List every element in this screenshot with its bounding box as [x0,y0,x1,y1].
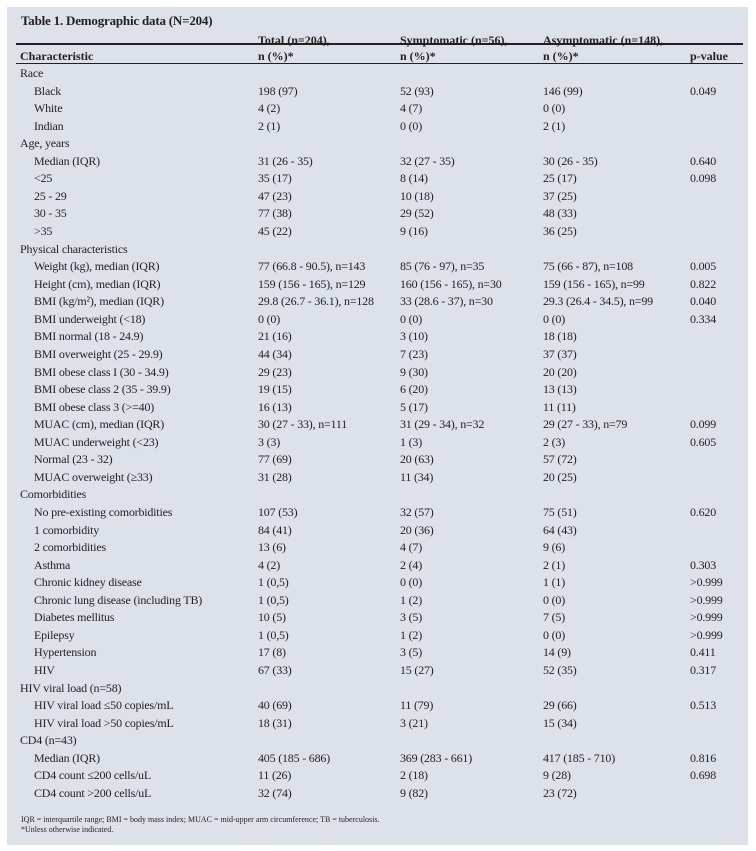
cell-asymptomatic: 48 (33) [543,206,577,221]
cell-symptomatic: 11 (34) [400,469,434,484]
cell-asymptomatic: 52 (35) [543,663,577,678]
cell-pvalue: 0.816 [690,750,717,765]
table-row [7,697,748,714]
header-pvalue: p-value [690,49,729,63]
cell-symptomatic: 85 (76 - 97), n=35 [400,259,485,274]
cell-symptomatic: 7 (23) [400,346,428,361]
table-panel [7,7,748,845]
table-row [7,504,748,521]
table-row [7,557,748,574]
header-asymptomatic-line2: n (%)* [543,49,579,63]
cell-asymptomatic: 11 (11) [543,399,576,414]
cell-pvalue: >0.999 [690,575,723,590]
table-row [7,83,748,100]
row-label: BMI overweight (25 - 29.9) [34,346,163,361]
cell-asymptomatic: 36 (25) [543,224,577,239]
cell-asymptomatic: 7 (5) [543,610,565,625]
cell-total: 11 (26) [258,768,292,783]
cell-symptomatic: 10 (18) [400,188,434,203]
row-label: <25 [34,171,53,186]
header-symptomatic [400,32,508,64]
table-row [7,153,748,170]
cell-total: 67 (33) [258,663,292,678]
cell-symptomatic: 1 (2) [400,627,422,642]
row-label: BMI normal (18 - 24.9) [34,329,144,344]
cell-symptomatic: 2 (4) [400,557,422,572]
cell-total: 4 (2) [258,101,280,116]
cell-asymptomatic: 15 (34) [543,715,577,730]
cell-symptomatic: 160 (156 - 165), n=30 [400,276,502,291]
row-label: MUAC (cm), median (IQR) [34,417,165,432]
cell-asymptomatic: 57 (72) [543,452,577,467]
table-row [7,574,748,591]
row-label: HIV [34,663,55,678]
cell-total: 4 (2) [258,557,280,572]
row-label: 30 - 35 [34,206,67,221]
row-label: Weight (kg), median (IQR) [34,259,160,274]
cell-asymptomatic: 37 (25) [543,188,577,203]
cell-asymptomatic: 2 (1) [543,118,565,133]
cell-total: 44 (34) [258,346,292,361]
table-row [7,416,748,433]
section-row [7,241,748,258]
table-row [7,592,748,609]
row-label: CD4 count ≤200 cells/uL [34,768,151,783]
header-total-line2: n (%)* [258,49,294,63]
cell-total: 198 (97) [258,83,298,98]
cell-asymptomatic: 9 (28) [543,768,571,783]
row-label: HIV viral load ≤50 copies/mL [34,698,174,713]
row-label: BMI (kg/m²), median (IQR) [34,294,164,309]
cell-pvalue: 0.098 [690,171,717,186]
cell-symptomatic: 0 (0) [400,575,422,590]
cell-total: 16 (13) [258,399,292,414]
cell-symptomatic: 9 (16) [400,224,428,239]
table-row [7,170,748,187]
table-row [7,522,748,539]
table-row [7,785,748,802]
cell-asymptomatic: 30 (26 - 35) [543,153,598,168]
cell-symptomatic: 4 (7) [400,101,422,116]
table-row [7,469,748,486]
row-label: BMI obese class I (30 - 34.9) [34,364,169,379]
cell-total: 19 (15) [258,382,292,397]
cell-symptomatic: 31 (29 - 34), n=32 [400,417,485,432]
cell-total: 77 (66.8 - 90.5), n=143 [258,259,366,274]
row-label: Chronic lung disease (including TB) [34,592,203,607]
cell-total: 10 (5) [258,610,286,625]
section-row [7,732,748,749]
row-label: MUAC overweight (≥33) [34,469,153,484]
row-label: Diabetes mellitus [34,610,115,625]
cell-asymptomatic: 417 (185 - 710) [543,750,615,765]
row-label: 25 - 29 [34,188,67,203]
cell-asymptomatic: 75 (51) [543,505,577,519]
cell-total: 40 (69) [258,698,292,713]
cell-asymptomatic: 159 (156 - 165), n=99 [543,276,645,291]
table-row [7,205,748,222]
cell-pvalue: 0.317 [690,663,717,678]
cell-symptomatic: 52 (93) [400,83,434,98]
cell-asymptomatic: 0 (0) [543,101,565,116]
cell-total: 84 (41) [258,522,292,537]
cell-pvalue: 0.005 [690,259,717,274]
cell-pvalue: 0.303 [690,557,717,572]
row-label: No pre-existing comorbidities [34,505,173,519]
header-rule [16,63,743,64]
row-label: Median (IQR) [34,153,100,168]
header-total [258,32,330,64]
row-label: Median (IQR) [34,750,100,765]
row-label: 2 comorbidities [34,540,106,555]
cell-symptomatic: 5 (17) [400,399,428,414]
cell-pvalue: >0.999 [690,610,723,625]
table-row [7,118,748,135]
table-row [7,715,748,732]
row-label: >35 [34,224,53,239]
cell-symptomatic: 29 (52) [400,206,434,221]
cell-asymptomatic: 23 (72) [543,785,577,800]
row-label: Comorbidities [20,487,87,502]
cell-symptomatic: 1 (3) [400,434,422,449]
cell-asymptomatic: 146 (99) [543,83,583,98]
header-asymptomatic-line1: Asymptomatic (n=148), [543,33,664,47]
cell-total: 77 (69) [258,452,292,467]
cell-total: 1 (0,5) [258,627,289,642]
table-row [7,381,748,398]
table-row [7,767,748,784]
row-label: Chronic kidney disease [34,575,142,590]
row-label: Black [34,83,61,98]
table-row [7,258,748,275]
cell-pvalue: 0.513 [690,698,717,713]
cell-symptomatic: 3 (10) [400,329,428,344]
cell-asymptomatic: 20 (25) [543,469,577,484]
table-row [7,311,748,328]
table-row [7,364,748,381]
cell-pvalue: >0.999 [690,627,723,642]
cell-pvalue: 0.605 [690,434,717,449]
row-label: 1 comorbidity [34,522,100,537]
cell-symptomatic: 8 (14) [400,171,428,186]
cell-asymptomatic: 0 (0) [543,311,565,326]
cell-total: 159 (156 - 165), n=129 [258,276,366,291]
cell-total: 18 (31) [258,715,292,730]
cell-total: 35 (17) [258,171,292,186]
table-row [7,100,748,117]
cell-symptomatic: 3 (21) [400,715,428,730]
cell-total: 45 (22) [258,224,292,239]
row-label: BMI obese class 3 (>=40) [34,399,155,414]
cell-total: 31 (28) [258,469,292,484]
table-title: Table 1. Demographic data (N=204) [21,13,213,28]
footnote-asterisk: *Unless otherwise indicated. [21,825,114,834]
table-row [7,451,748,468]
cell-pvalue: 0.640 [690,153,717,168]
row-label: BMI obese class 2 (35 - 39.9) [34,382,171,397]
cell-pvalue: 0.099 [690,417,717,432]
cell-pvalue: 0.698 [690,768,717,783]
cell-symptomatic: 0 (0) [400,311,422,326]
row-label: Normal (23 - 32) [34,452,113,467]
cell-pvalue: 0.049 [690,83,717,98]
cell-asymptomatic: 29 (66) [543,698,577,713]
cell-total: 2 (1) [258,118,280,133]
cell-total: 21 (16) [258,329,292,344]
row-label: CD4 (n=43) [20,733,77,748]
table-row [7,328,748,345]
table-row [7,293,748,310]
row-label: Epilepsy [34,627,75,642]
row-label: HIV viral load >50 copies/mL [34,715,174,730]
cell-total: 13 (6) [258,540,286,555]
table-row [7,434,748,451]
cell-total: 77 (38) [258,206,292,221]
table-row [7,750,748,767]
cell-asymptomatic: 29.3 (26.4 - 34.5), n=99 [543,294,653,309]
cell-asymptomatic: 14 (9) [543,645,571,660]
section-row [7,486,748,503]
cell-asymptomatic: 25 (17) [543,171,577,186]
cell-symptomatic: 20 (36) [400,522,434,537]
header-characteristic: Characteristic [20,49,94,63]
cell-total: 31 (26 - 35) [258,153,313,168]
cell-pvalue: 0.040 [690,294,717,309]
table-row [7,609,748,626]
cell-symptomatic: 2 (18) [400,768,428,783]
cell-total: 3 (3) [258,434,280,449]
cell-symptomatic: 20 (63) [400,452,434,467]
section-row [7,65,748,82]
cell-total: 1 (0,5) [258,575,289,590]
cell-asymptomatic: 0 (0) [543,592,565,607]
cell-symptomatic: 3 (5) [400,645,422,660]
row-label: Height (cm), median (IQR) [34,276,161,291]
row-label: Asthma [34,557,71,572]
section-row [7,680,748,697]
cell-asymptomatic: 29 (27 - 33), n=79 [543,417,628,432]
cell-symptomatic: 11 (79) [400,698,434,713]
cell-symptomatic: 33 (28.6 - 37), n=30 [400,294,493,309]
cell-asymptomatic: 64 (43) [543,522,577,537]
cell-asymptomatic: 13 (13) [543,382,577,397]
cell-symptomatic: 4 (7) [400,540,422,555]
footnotes [21,815,379,835]
row-label: Indian [34,118,64,133]
cell-pvalue: >0.999 [690,592,723,607]
header-symptomatic-line1: Symptomatic (n=56), [400,33,508,47]
cell-symptomatic: 32 (57) [400,505,434,519]
row-label: White [34,101,63,116]
cell-asymptomatic: 2 (3) [543,434,565,449]
cell-pvalue: 0.620 [690,505,717,519]
row-label: Race [20,66,44,80]
table-row [7,399,748,416]
cell-total: 30 (27 - 33), n=111 [258,417,348,432]
cell-symptomatic: 9 (82) [400,785,428,800]
cell-pvalue: 0.411 [690,645,716,660]
header-symptomatic-line2: n (%)* [400,49,436,63]
cell-symptomatic: 369 (283 - 661) [400,750,472,765]
cell-symptomatic: 6 (20) [400,382,428,397]
cell-asymptomatic: 75 (66 - 87), n=108 [543,259,633,274]
cell-total: 107 (53) [258,505,298,519]
cell-total: 47 (23) [258,188,292,203]
cell-asymptomatic: 1 (1) [543,575,565,590]
header-asymptomatic [543,32,663,64]
footnote-abbreviations: IQR = interquartile range; BMI = body mass index; MUAC = mid-upper arm circumference; TB = tuberculosis. [21,815,380,824]
cell-symptomatic: 32 (27 - 35) [400,153,455,168]
row-label: CD4 count >200 cells/uL [34,785,152,800]
row-label: MUAC underweight (<23) [34,434,159,449]
row-label: HIV viral load (n=58) [20,680,122,695]
cell-asymptomatic: 2 (1) [543,557,565,572]
table-row [7,539,748,556]
section-row [7,135,748,152]
cell-total: 405 (185 - 686) [258,750,330,765]
row-label: Age, years [20,136,70,151]
header-total-line1: Total (n=204), [258,33,330,47]
cell-pvalue: 0.822 [690,276,717,291]
table-row [7,276,748,293]
table-row [7,188,748,205]
cell-asymptomatic: 18 (18) [543,329,577,344]
row-label: Physical characteristics [20,241,128,256]
cell-symptomatic: 1 (2) [400,592,422,607]
table-row [7,627,748,644]
table-row [7,223,748,240]
cell-symptomatic: 15 (27) [400,663,434,678]
row-label: BMI underweight (<18) [34,311,146,326]
cell-symptomatic: 3 (5) [400,610,422,625]
cell-total: 0 (0) [258,311,280,326]
cell-pvalue: 0.334 [690,311,717,326]
cell-symptomatic: 0 (0) [400,118,422,133]
table-row [7,662,748,679]
table-row [7,644,748,661]
cell-total: 29.8 (26.7 - 36.1), n=128 [258,294,374,309]
cell-asymptomatic: 9 (6) [543,540,565,555]
cell-total: 17 (8) [258,645,286,660]
cell-asymptomatic: 37 (37) [543,346,577,361]
cell-total: 29 (23) [258,364,292,379]
cell-symptomatic: 9 (30) [400,364,428,379]
cell-total: 1 (0,5) [258,592,289,607]
table-row [7,346,748,363]
row-label: Hypertension [34,645,97,660]
cell-asymptomatic: 0 (0) [543,627,565,642]
cell-total: 32 (74) [258,785,292,800]
cell-asymptomatic: 20 (20) [543,364,577,379]
